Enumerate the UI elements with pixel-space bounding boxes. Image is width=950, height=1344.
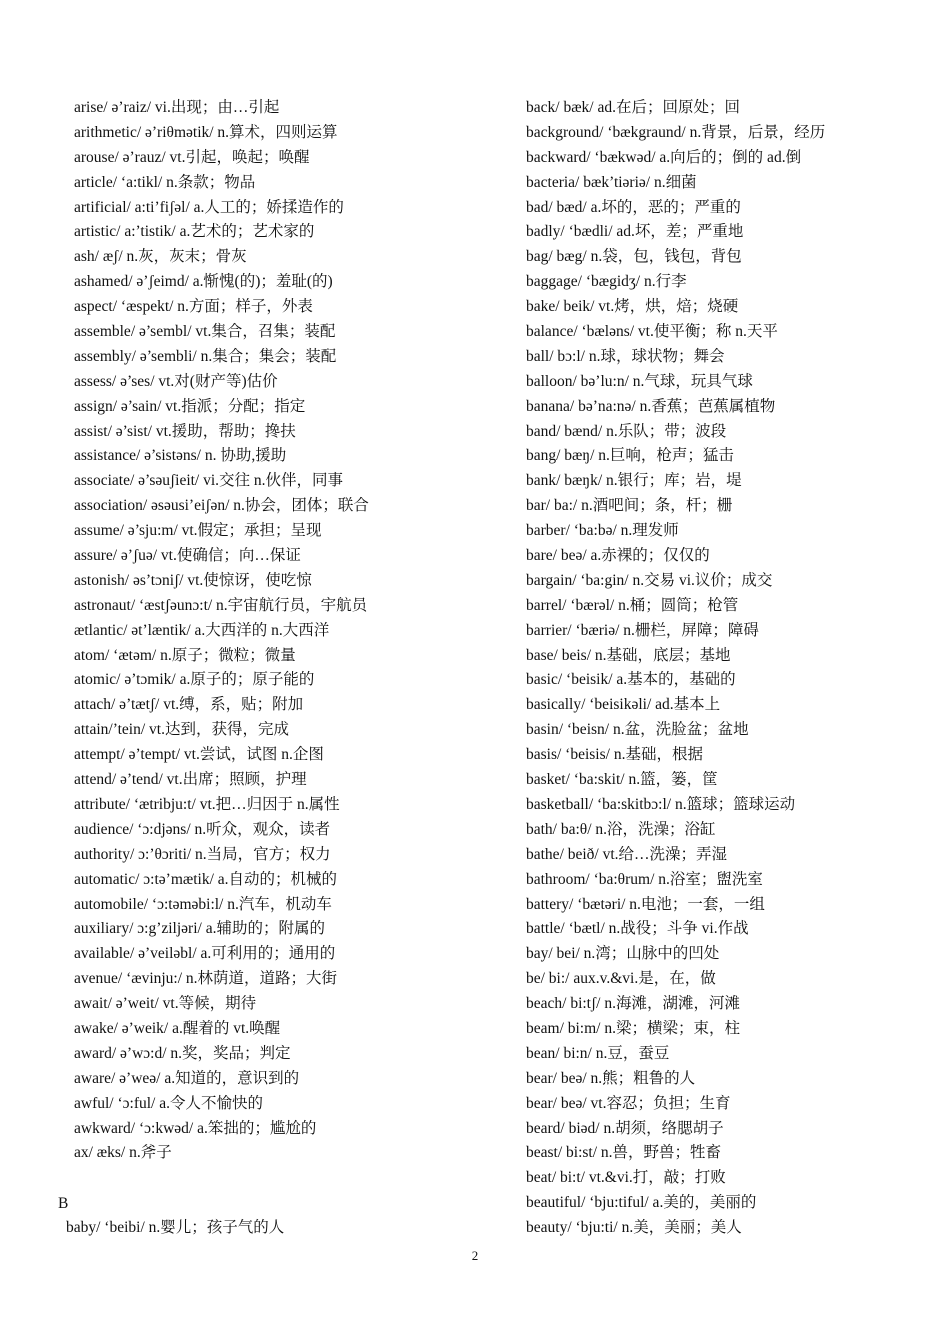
vocab-entry: basket/ ‘ba:skit/ n.篮，篓，筐 <box>526 771 718 789</box>
vocab-entry: beauty/ ‘bju:ti/ n.美，美丽；美人 <box>526 1219 742 1237</box>
vocab-entry: bar/ ba:/ n.酒吧间；条，杆；栅 <box>526 497 733 515</box>
vocab-entry: bang/ bæŋ/ n.巨响，枪声；猛击 <box>526 447 734 465</box>
vocab-entry: assure/ ə’ʃuə/ vt.使确信；向…保证 <box>74 547 301 565</box>
vocab-entry: assign/ ə’sain/ vt.指派；分配；指定 <box>74 397 306 415</box>
vocab-entry: assistance/ ə’sistəns/ n. 协助,援助 <box>74 447 287 465</box>
vocab-entry: artificial/ a:ti’fiʃəl/ a.人工的；娇揉造作的 <box>74 198 344 216</box>
vocab-entry: bathe/ beið/ vt.给…洗澡；弄湿 <box>526 845 728 863</box>
vocab-entry: balloon/ bə’lu:n/ n.气球，玩具气球 <box>526 372 753 390</box>
vocab-entry: basically/ ‘beisikəli/ ad.基本上 <box>526 696 721 714</box>
vocab-entry: barber/ ‘ba:bə/ n.理发师 <box>526 522 679 540</box>
vocab-entry: await/ ə’weit/ vt.等候，期待 <box>74 995 257 1013</box>
vocab-entry: bacteria/ bæk’tiəriə/ n.细菌 <box>526 173 697 191</box>
vocab-entry: background/ ‘bækgraund/ n.背景，后景，经历 <box>526 123 826 141</box>
vocab-entry: bad/ bæd/ a.坏的，恶的；严重的 <box>526 198 741 216</box>
vocab-entry: automobile/ ‘ɔ:təməbi:l/ n.汽车，机动车 <box>74 895 332 913</box>
vocab-entry: article/ ‘a:tikl/ n.条款；物品 <box>74 173 256 191</box>
vocab-entry: arouse/ ə’rauz/ vt.引起，唤起；唤醒 <box>74 148 310 166</box>
vocab-entry: attach/ ə’tætʃ/ vt.缚，系，贴；附加 <box>74 696 304 714</box>
vocab-entry: award/ ə’wɔ:d/ n.奖，奖品；判定 <box>74 1044 291 1062</box>
vocab-entry: balance/ ‘bæləns/ vt.使平衡；称 n.天平 <box>526 323 778 341</box>
vocab-entry: assess/ ə’ses/ vt.对(财产等)估价 <box>74 372 278 390</box>
vocab-entry: bake/ beik/ vt.烤，烘，焙；烧硬 <box>526 298 739 316</box>
vocab-entry: bath/ ba:θ/ n.浴，洗澡；浴缸 <box>526 820 716 838</box>
vocab-entry: assist/ ə’sist/ vt.援助，帮助；搀扶 <box>74 422 296 440</box>
vocab-entry: base/ beis/ n.基础，底层；基地 <box>526 646 731 664</box>
vocab-entry: astronaut/ ‘æstʃəunɔ:t/ n.宇宙航行员，宇航员 <box>74 596 368 614</box>
vocab-entry: arise/ ə’raiz/ vi.出现；由…引起 <box>74 99 280 116</box>
vocab-entry: auxiliary/ ɔ:g’ziljəri/ a.辅助的；附属的 <box>74 920 325 938</box>
vocab-entry: band/ bænd/ n.乐队；带；波段 <box>526 422 727 440</box>
vocab-entry: banana/ bə’na:nə/ n.香蕉；芭蕉属植物 <box>526 397 776 415</box>
vocab-entry: available/ ə’veiləbl/ a.可利用的；通用的 <box>74 945 336 963</box>
vocab-entry: baggage/ ‘bægidʒ/ n.行李 <box>526 273 687 291</box>
vocab-entry: bean/ bi:n/ n.豆，蚕豆 <box>526 1044 670 1062</box>
vocab-entry: barrel/ ‘bærəl/ n.桶；圆筒；枪管 <box>526 596 739 614</box>
vocab-entry: bear/ beə/ vt.容忍；负担；生育 <box>526 1094 731 1112</box>
vocab-entry: ash/ æʃ/ n.灰，灰末；骨灰 <box>74 248 247 266</box>
vocab-entry: basic/ ‘beisik/ a.基本的，基础的 <box>526 671 736 689</box>
vocab-entry: be/ bi:/ aux.v.&vi.是，在，做 <box>526 970 716 988</box>
vocab-entry: assemble/ ə’sembl/ vt.集合，召集；装配 <box>74 323 336 341</box>
vocab-entry: assembly/ ə’sembli/ n.集合；集会；装配 <box>74 347 337 365</box>
vocab-entry: battle/ ‘bætl/ n.战役；斗争 vi.作战 <box>526 920 749 938</box>
vocab-entry: beam/ bi:m/ n.梁；横梁；束，柱 <box>526 1019 740 1037</box>
vocab-entry: badly/ ‘bædli/ ad.坏，差；严重地 <box>526 223 744 241</box>
vocab-entry: awful/ ‘ɔ:ful/ a.令人不愉快的 <box>74 1094 263 1112</box>
vocab-entry: beard/ biəd/ n.胡须，络腮胡子 <box>526 1119 724 1137</box>
vocab-entry: bank/ bæŋk/ n.银行；库；岩，堤 <box>526 472 742 490</box>
vocab-entry: atomic/ ə’tɔmik/ a.原子的；原子能的 <box>74 671 315 689</box>
vocab-entry: astonish/ əs’tɔniʃ/ vt.使惊讶，使吃惊 <box>74 571 312 589</box>
vocab-entry: back/ bæk/ ad.在后；回原处；回 <box>526 99 740 116</box>
vocab-entry: ætlantic/ ət’læntik/ a.大西洋的 n.大西洋 <box>74 621 330 639</box>
section-heading: B <box>58 1195 69 1212</box>
vocab-entry: automatic/ ɔ:tə’mætik/ a.自动的；机械的 <box>74 870 338 888</box>
vocab-entry: bargain/ ‘ba:gin/ n.交易 vi.议价；成交 <box>526 571 773 589</box>
vocab-entry: basis/ ‘beisis/ n.基础，根据 <box>526 746 703 764</box>
vocab-entry: avenue/ ‘ævinju:/ n.林荫道，道路；大街 <box>74 970 338 988</box>
vocab-entry: attribute/ ‘ætribju:t/ vt.把…归因于 n.属性 <box>74 795 340 813</box>
vocab-entry: awake/ ə’weik/ a.醒着的 vt.唤醒 <box>74 1019 281 1037</box>
vocab-entry: association/ əsəusi’eiʃən/ n.协会，团体；联合 <box>74 497 369 515</box>
vocab-entry: bathroom/ ‘ba:θrum/ n.浴室；盥洗室 <box>526 870 763 888</box>
vocab-entry: bay/ bei/ n.湾；山脉中的凹处 <box>526 945 720 963</box>
vocab-entry: bag/ bæg/ n.袋，包，钱包，背包 <box>526 248 742 266</box>
vocab-entry: battery/ ‘bætəri/ n.电池；一套，一组 <box>526 895 765 913</box>
vocab-entry: beat/ bi:t/ vt.&vi.打，敲；打败 <box>526 1169 726 1187</box>
vocab-entry: basin/ ‘beisn/ n.盆，洗脸盆；盆地 <box>526 721 749 739</box>
vocab-entry: authority/ ɔ:’θɔriti/ n.当局，官方；权力 <box>74 845 331 863</box>
vocab-entry: backward/ ‘bækwəd/ a.向后的；倒的 ad.倒 <box>526 148 802 166</box>
vocab-entry: aspect/ ‘æspekt/ n.方面；样子，外表 <box>74 298 313 316</box>
vocab-entry-baby: baby/ ‘beibi/ n.婴儿；孩子气的人 <box>66 1219 285 1236</box>
vocab-entry: aware/ ə’weə/ a.知道的，意识到的 <box>74 1069 300 1087</box>
vocab-entry: audience/ ‘ɔ:djəns/ n.听众，观众，读者 <box>74 820 331 838</box>
vocab-entry: beast/ bi:st/ n.兽，野兽；牲畜 <box>526 1144 722 1162</box>
vocab-entry: bear/ beə/ n.熊；粗鲁的人 <box>526 1069 696 1087</box>
vocab-entry: ashamed/ ə’ʃeimd/ a.惭愧(的)；羞耻(的) <box>74 273 333 291</box>
vocab-entry: arithmetic/ ə’riθmətik/ n.算术，四则运算 <box>74 123 338 141</box>
vocab-entry: bare/ beə/ a.赤裸的；仅仅的 <box>526 547 710 565</box>
vocab-entry: assume/ ə’sju:m/ vt.假定；承担；呈现 <box>74 522 322 540</box>
vocab-entry: beautiful/ ‘bju:tiful/ a.美的，美丽的 <box>526 1194 757 1212</box>
vocab-entry: awkward/ ‘ɔ:kwəd/ a.笨拙的；尴尬的 <box>74 1119 317 1137</box>
vocab-entry: beach/ bi:tʃ/ n.海滩，湖滩，河滩 <box>526 995 740 1013</box>
vocab-entry: attempt/ ə’tempt/ vt.尝试，试图 n.企图 <box>74 746 324 764</box>
vocab-entry: ball/ bɔ:l/ n.球，球状物；舞会 <box>526 347 725 365</box>
vocab-entry: attain/’tein/ vt.达到，获得，完成 <box>74 721 289 739</box>
left-column <box>74 96 484 1166</box>
vocab-entry: artistic/ a:’tistik/ a.艺术的；艺术家的 <box>74 223 315 241</box>
vocab-entry: barrier/ ‘bæriə/ n.栅栏，屏障；障碍 <box>526 621 759 639</box>
vocab-entry: atom/ ‘ætəm/ n.原子；微粒；微量 <box>74 646 296 664</box>
vocab-entry: associate/ ə’səuʃieit/ vi.交往 n.伙伴，同事 <box>74 472 344 490</box>
vocab-entry: ax/ æks/ n.斧子 <box>74 1144 172 1162</box>
vocab-entry: attend/ ə’tend/ vt.出席；照顾，护理 <box>74 771 307 789</box>
vocab-entry: basketball/ ‘ba:skitbɔ:l/ n.篮球；篮球运动 <box>526 795 796 813</box>
page-number: 2 <box>471 1248 479 1263</box>
right-column <box>526 96 946 1241</box>
